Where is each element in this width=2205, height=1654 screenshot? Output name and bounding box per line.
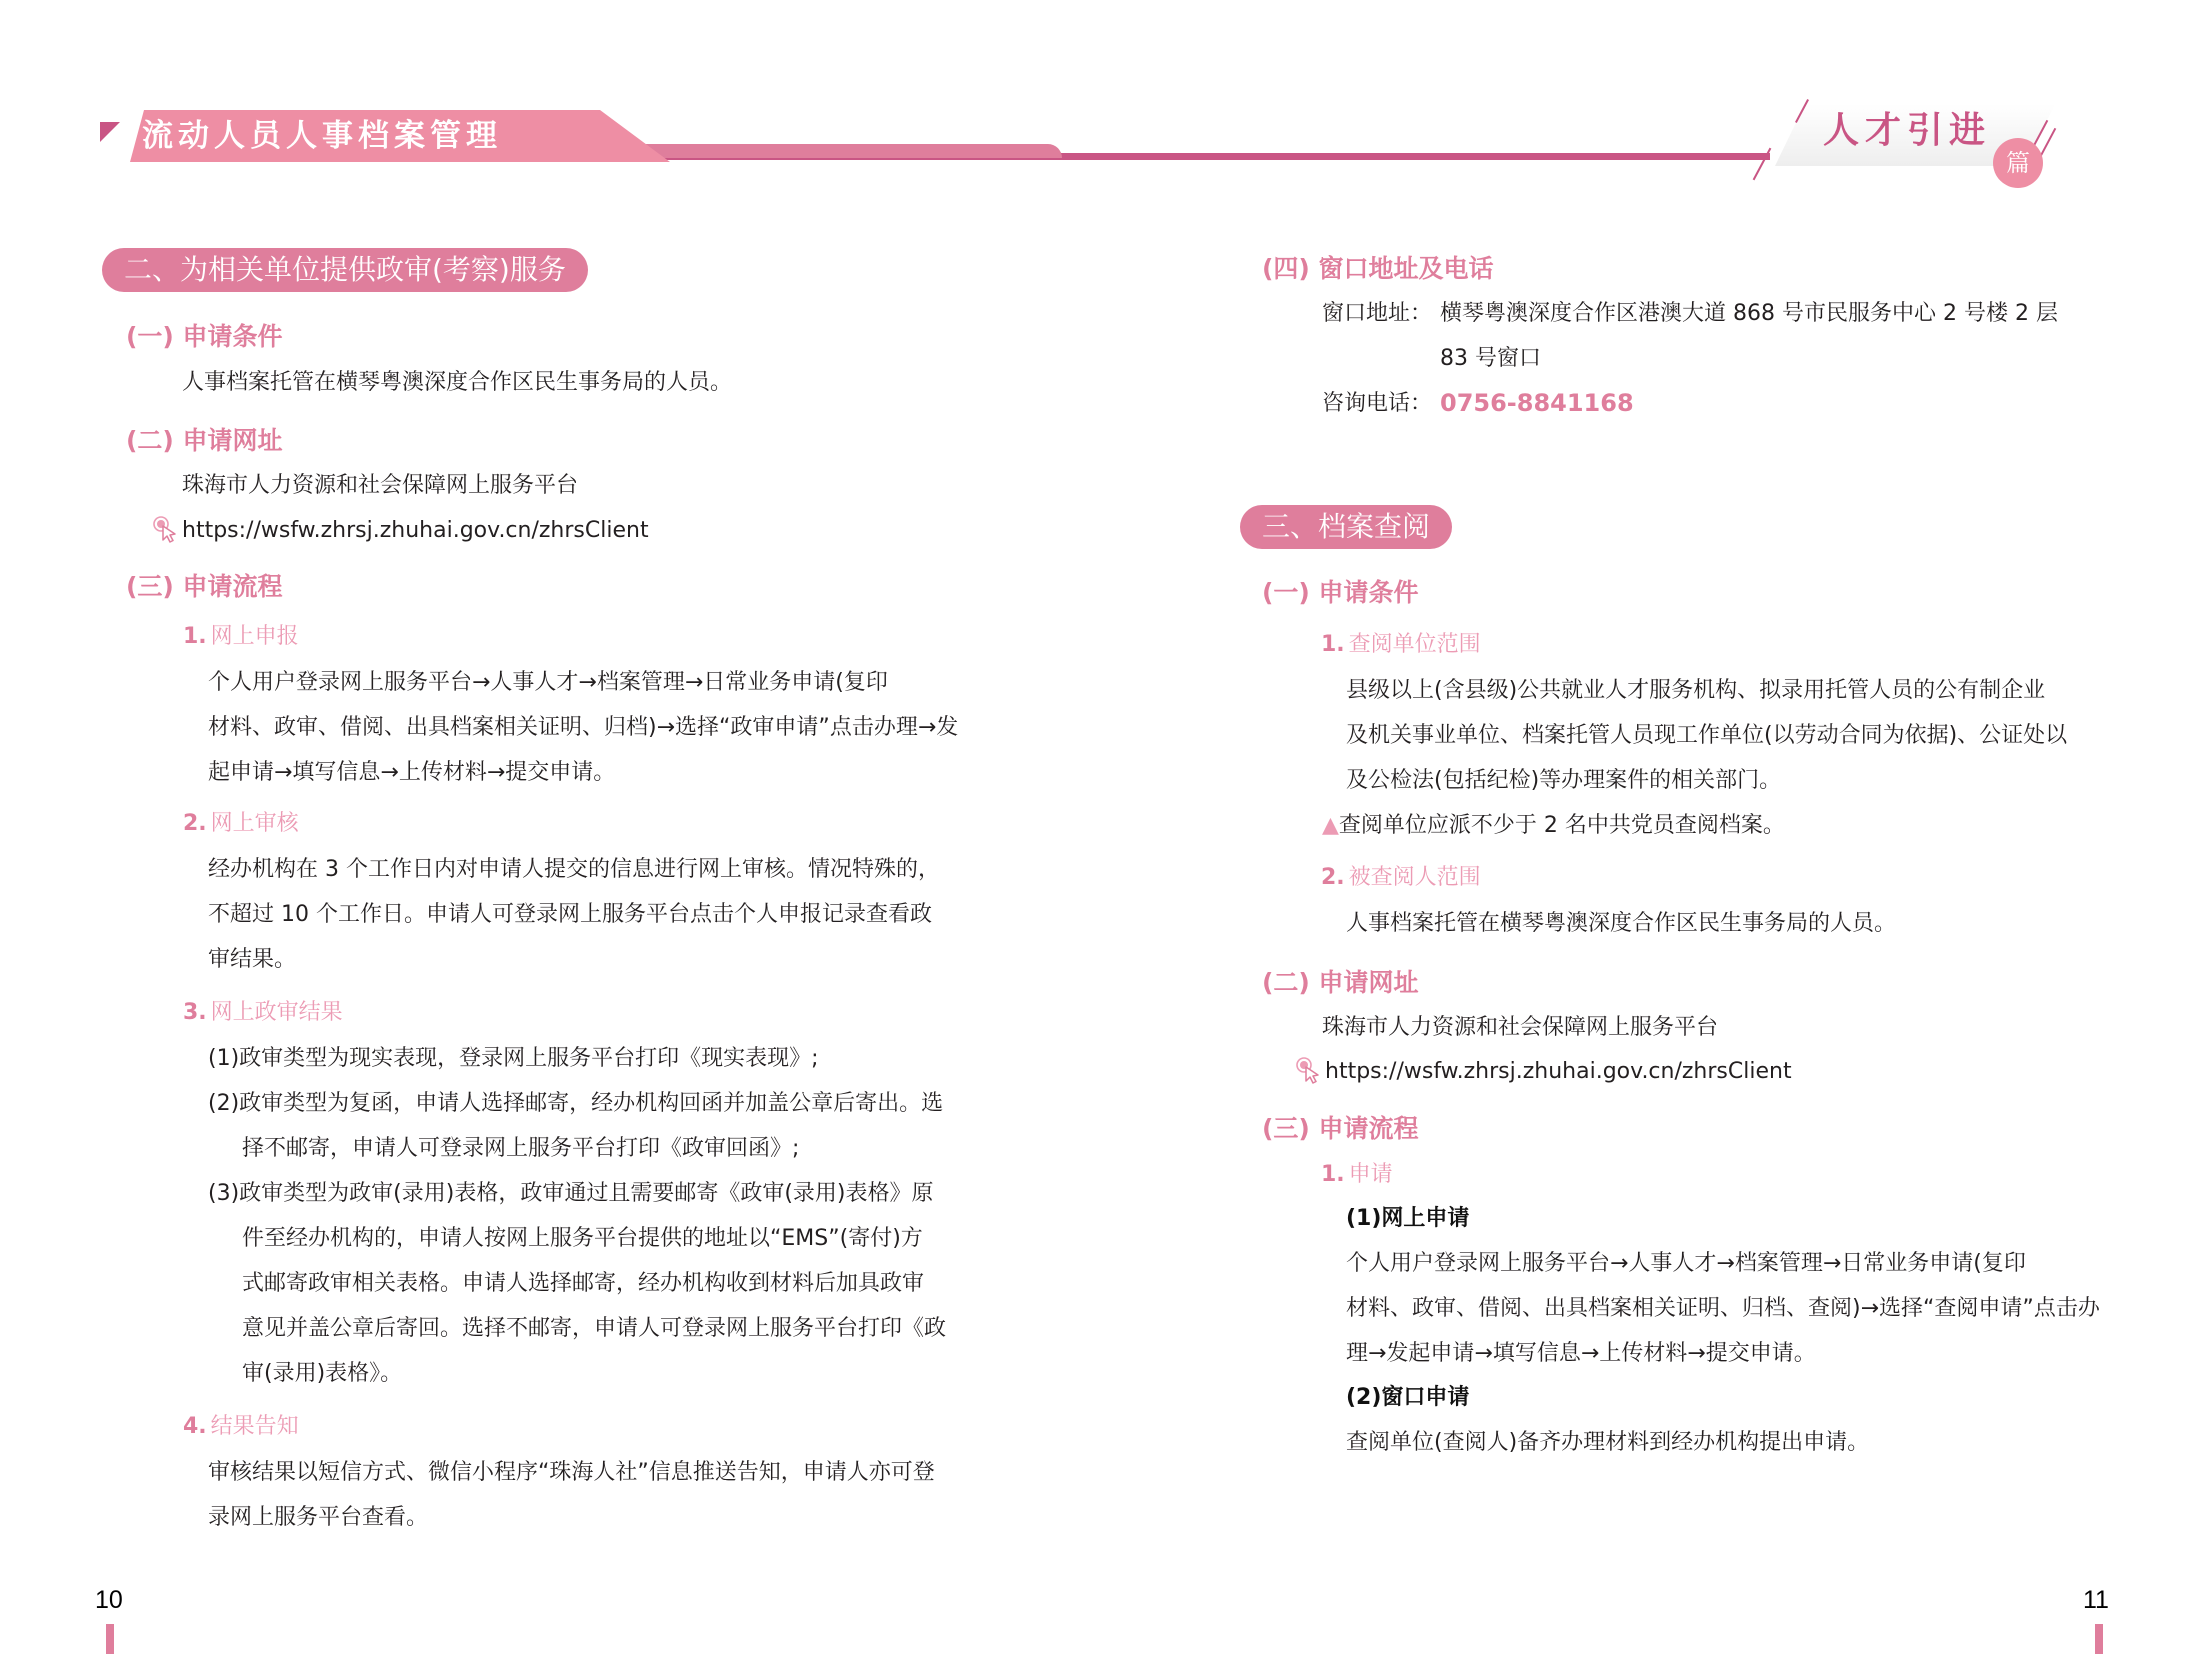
text-line: 个人用户登录网上服务平台→人事人才→档案管理→日常业务申请(复印 — [208, 670, 888, 695]
step-number: 1. — [183, 624, 207, 649]
section-title-archive-query: 三、档案查阅 — [1240, 505, 1452, 549]
text-line: 材料、政审、借阅、出具档案相关证明、归档、查阅)→选择“查阅申请”点击办 — [1346, 1296, 2100, 1321]
corner-triangle-decoration — [100, 122, 120, 142]
slash-decoration — [1753, 148, 1772, 181]
text-line: 意见并盖公章后寄回。选择不邮寄，申请人可登录网上服务平台打印《政 — [242, 1316, 947, 1341]
text-line: 经办机构在 3 个工作日内对申请人提交的信息进行网上审核。情况特殊的， — [208, 857, 940, 882]
step-title: 查阅单位范围 — [1348, 632, 1481, 657]
step-title: 网上审核 — [210, 811, 299, 836]
step-title: 申请 — [1348, 1162, 1393, 1187]
url-text: https://wsfw.zhrsj.zhuhai.gov.cn/zhrsClient — [1325, 1059, 1792, 1084]
query-platform-url-link[interactable] — [1295, 1055, 1792, 1089]
page-number-right: 11 — [2083, 1586, 2109, 1614]
text-line: 材料、政审、借阅、出具档案相关证明、归档)→选择“政审申请”点击办理→发 — [208, 715, 959, 740]
step-1-text — [208, 660, 958, 795]
text-line: (3)政审类型为政审(录用)表格，政审通过且需要邮寄《政审(录用)表格》原 — [208, 1181, 934, 1206]
platform-name: 珠海市人力资源和社会保障网上服务平台 — [182, 473, 579, 498]
text-line: 起申请→填写信息→上传材料→提交申请。 — [208, 760, 616, 785]
note-text: 查阅单位应派不少于 2 名中共党员查阅档案。 — [1338, 813, 1785, 838]
step-2-text — [208, 847, 940, 982]
text-line: 个人用户登录网上服务平台→人事人才→档案管理→日常业务申请(复印 — [1346, 1251, 2026, 1276]
heading-process: (三) 申请流程 — [126, 572, 283, 601]
step-heading-online-report — [183, 622, 299, 652]
step-title: 结果告知 — [210, 1414, 299, 1439]
address-line-1: 横琴粤澳深度合作区港澳大道 868 号市民服务中心 2 号楼 2 层 — [1440, 301, 2058, 326]
part-badge: 篇 — [1993, 138, 2043, 188]
window-apply-text: 查阅单位(查阅人)备齐办理材料到经办机构提出申请。 — [1346, 1430, 1870, 1455]
header-right-tag — [1755, 96, 2075, 186]
text-line: 录网上服务平台查看。 — [208, 1505, 429, 1530]
text-line: 县级以上(含县级)公共就业人才服务机构、拟录用托管人员的公有制企业 — [1346, 678, 2046, 703]
address-label: 窗口地址： — [1322, 301, 1433, 326]
address-line-2: 83 号窗口 — [1440, 346, 1541, 371]
step-4-text — [208, 1450, 935, 1540]
step-number: 3. — [183, 1000, 207, 1025]
phone-number[interactable]: 0756-8841168 — [1440, 389, 1634, 417]
subheading-window-apply: (2)窗口申请 — [1346, 1385, 1470, 1410]
part-title: 人才引进 — [1823, 110, 1992, 151]
text-line: 审(录用)表格》。 — [242, 1361, 403, 1386]
text-line: (1)政审类型为现实表现，登录网上服务平台打印《现实表现》; — [208, 1046, 819, 1071]
page-number-left: 10 — [95, 1586, 123, 1614]
heading-query-process: (三) 申请流程 — [1262, 1114, 1419, 1143]
text-line: 不超过 10 个工作日。申请人可登录网上服务平台点击个人申报记录查看政 — [208, 902, 932, 927]
queried-persons-text: 人事档案托管在横琴粤澳深度合作区民生事务局的人员。 — [1346, 911, 1897, 936]
phone-label: 咨询电话： — [1322, 391, 1433, 416]
click-cursor-icon — [152, 515, 180, 543]
heading-conditions: (一) 申请条件 — [126, 322, 283, 351]
text-line: 及机关事业单位、档案托管人员现工作单位(以劳动合同为依据)、公证处以 — [1346, 723, 2068, 748]
step-heading-result-notice — [183, 1412, 299, 1442]
text-line: 件至经办机构的，申请人按网上服务平台提供的地址以“EMS”(寄付)方 — [242, 1226, 923, 1251]
step-number: 2. — [1321, 865, 1345, 890]
step-3-text — [208, 1036, 946, 1396]
text-line: 及公检法(包括纪检)等办理案件的相关部门。 — [1346, 768, 1782, 793]
heading-query-conditions: (一) 申请条件 — [1262, 578, 1419, 607]
subheading-online-apply: (1)网上申请 — [1346, 1206, 1470, 1231]
step-heading-review-result — [183, 998, 343, 1028]
heading-website: (二) 申请网址 — [126, 426, 283, 455]
url-text: https://wsfw.zhrsj.zhuhai.gov.cn/zhrsClient — [182, 518, 649, 543]
triangle-marker-icon: ▲ — [1322, 813, 1339, 838]
heading-query-website: (二) 申请网址 — [1262, 968, 1419, 997]
subheading-apply — [1321, 1160, 1393, 1190]
banner-tail-decoration — [592, 144, 1062, 158]
step-number: 1. — [1321, 632, 1345, 657]
step-number: 1. — [1321, 1162, 1345, 1187]
header-left-banner — [92, 110, 972, 162]
step-number: 2. — [183, 811, 207, 836]
heading-window-address: (四) 窗口地址及电话 — [1262, 254, 1494, 283]
text-line: 审结果。 — [208, 947, 297, 972]
chapter-title: 流动人员人事档案管理 — [142, 118, 502, 154]
query-note — [1322, 803, 1785, 848]
conditions-text: 人事档案托管在横琴粤澳深度合作区民生事务局的人员。 — [182, 370, 733, 395]
text-line: 理→发起申请→填写信息→上传材料→提交申请。 — [1346, 1341, 1816, 1366]
section-title-political-review: 二、为相关单位提供政审(考察)服务 — [102, 248, 588, 292]
query-units-text — [1346, 668, 2067, 803]
subheading-queried-persons — [1321, 863, 1481, 893]
text-line: 择不邮寄，申请人可登录网上服务平台打印《政审回函》; — [242, 1136, 800, 1161]
click-cursor-icon — [1295, 1056, 1323, 1084]
platform-url-link[interactable] — [152, 514, 649, 548]
page-marker-right — [2095, 1624, 2103, 1654]
page-marker-left — [106, 1624, 114, 1654]
step-title: 被查阅人范围 — [1348, 865, 1481, 890]
text-line: 式邮寄政审相关表格。申请人选择邮寄，经办机构收到材料后加具政审 — [242, 1271, 925, 1296]
online-apply-text — [1346, 1241, 2100, 1376]
text-line: 审核结果以短信方式、微信小程序“珠海人社”信息推送告知，申请人亦可登 — [208, 1460, 935, 1485]
step-title: 网上政审结果 — [210, 1000, 343, 1025]
step-title: 网上申报 — [210, 624, 299, 649]
query-platform-name: 珠海市人力资源和社会保障网上服务平台 — [1322, 1015, 1719, 1040]
step-heading-online-review — [183, 809, 299, 839]
step-number: 4. — [183, 1414, 207, 1439]
subheading-query-units — [1321, 630, 1481, 660]
text-line: (2)政审类型为复函，申请人选择邮寄，经办机构回函并加盖公章后寄出。选 — [208, 1091, 944, 1116]
